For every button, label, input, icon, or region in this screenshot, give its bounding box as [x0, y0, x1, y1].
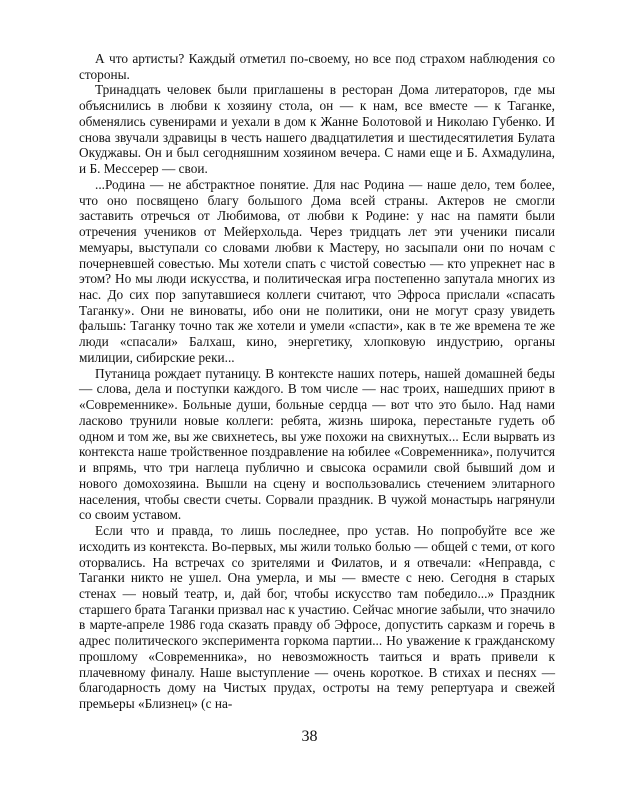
paragraph-2: Тринадцать человек были приглашены в ресторан Дома литераторов, где мы объяснились в любви к хозяину стола, он — к нам, все вместе — к Таганке, обменялись сувенирами и уехали в дом к Жанне Болотовой и Николаю Губенко. И снова звучали здравицы в честь нашего двадцатилетия и шестидесятилетия Булата Окуджавы. Он и был сегодняшним хозяином вечера. С нами еще и Б. Ахмадулина, и Б. Мессерер — свои. — [79, 82, 555, 177]
page-number: 38 — [301, 728, 318, 745]
paragraph-5: Если что и правда, то лишь последнее, про устав. Но попробуйте все же исходить из контекста. Во-первых, мы жили только болью — общей с теми, от кого оторвались. На встречах со зрителями и Филатов, и я отвечали: «Неправда, с Таганки никто не ушел. Она умерла, и мы — вместе с нею. Сегодня в старых стенах — новый театр, и, дай бог, чтобы искусство там победило...» Праздник старшего брата Таганки призвал нас к участию. Сейчас многие забыли, что значило в марте-апреле 1986 года сказать правду об Эфросе, допустить сарказм и горечь в адрес политического эксперимента горкома партии... Но уважение к гражданскому прошлому «Современника», но невозможность таиться и врать привели к плачевному финалу. Наше выступление — очень короткое. В стихах и песнях — благодарность дому на Чистых прудах, остроты на тему репертуара и свежей премьеры «Близнец» (с на- — [79, 523, 555, 712]
paragraph-3: ...Родина — не абстрактное понятие. Для нас Родина — наше дело, тем более, что оно посвящено благу большого Дома всей страны. Актеров не смогли заставить отречься от Любимова, от любви к Родине: у нас на памяти были отречения учеников от Мейерхольда. Через тридцать лет эти ученики писали мемуары, выступали со словами любви к Мастеру, но засыпали они по ночам с почерневшей совестью. Мы хотели спать с чистой совестью — кто упрекнет нас в этом? Но мы люди искусства, и политическая игра постепенно запутала многих из нас. До сих пор запутавшиеся коллеги считают, что Эфроса прислали «спасать Таганку». Они не виноваты, ибо они не политики, они не могут сразу увидеть фальшь: Таганку точно так же хотели и умели «спасти», как в те же времена те же люди «спасали» Балхаш, кино, энергетику, хлопковую индустрию, органы милиции, сибирские реки... — [79, 176, 555, 365]
body-text — [79, 51, 555, 712]
paragraph-1: А что артисты? Каждый отметил по-своему, но все под страхом наблюдения со стороны. — [79, 51, 555, 82]
paragraph-4: Путаница рождает путаницу. В контексте наших потерь, нашей домашней беды — слова, дела и поступки каждого. В том числе — нас троих, нашедших приют в «Современнике». Больные души, больные сердца — вот что это было. Над нами ласково трунили новые коллеги: ребята, жизнь широка, перестаньте гудеть об одном и том же, вы же свихнетесь, вы уже похожи на свихнутых... Если вырвать из контекста наше тройственное поздравление на юбилее «Современника», получится и впрямь, что три наглеца публично и свысока осрамили свой бывший дом и нового домохозяина. Вышли на сцену и воспользовались стечением элитарного населения, чтобы свести счеты. Сорвали праздник. В чужой монастырь нагрянули со своим уставом. — [79, 365, 555, 523]
